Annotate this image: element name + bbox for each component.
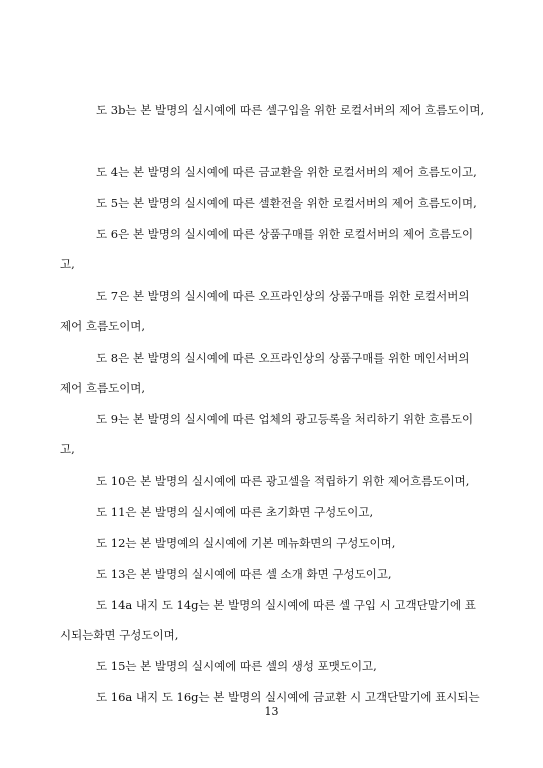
text-line: 도 13은 본 발명의 실시예에 따른 셀 소개 화면 구성도이고, — [96, 567, 392, 581]
text-line: 도 4는 본 발명의 실시예에 따른 금교환을 위한 로컬서버의 제어 흐름도이고, — [96, 165, 477, 179]
text-line: 제어 흐름도이며, — [60, 319, 146, 333]
text-line: 도 10은 본 발명의 실시예에 따른 광고셀을 적립하기 위한 제어흐름도이며, — [96, 474, 470, 488]
text-line: 도 16a 내지 도 16g는 본 발명의 실시예에 금교환 시 고객단말기에 표시되는 — [96, 690, 480, 704]
text-line: 도 11은 본 발명의 실시예에 따른 초기화면 구성도이고, — [96, 505, 374, 519]
text-line: 도 3b는 본 발명의 실시예에 따른 셀구입을 위한 로컬서버의 제어 흐름도이며, — [96, 103, 485, 117]
text-line: 시되는화면 구성도이며, — [60, 628, 179, 642]
text-line: 고, — [60, 442, 75, 456]
text-line: 도 5는 본 발명의 실시예에 따른 셀환전을 위한 로컬서버의 제어 흐름도이며, — [96, 196, 477, 210]
text-line: 고, — [60, 257, 75, 271]
text-line: 도 9는 본 발명의 실시예에 따른 업체의 광고등록을 처리하기 위한 흐름도이 — [96, 412, 474, 426]
text-line: 제어 흐름도이며, — [60, 381, 146, 395]
text-line: 도 12는 본 발명예의 실시예에 기본 메뉴화면의 구성도이며, — [96, 536, 396, 550]
text-line: 도 7은 본 발명의 실시예에 따른 오프라인상의 상품구매를 위한 로컬서버의 — [96, 289, 470, 303]
page-number: 13 — [264, 705, 279, 718]
text-line: 도 8은 본 발명의 실시예에 따른 오프라인상의 상품구매를 위한 메인서버의 — [96, 351, 470, 365]
text-line: 도 6은 본 발명의 실시예에 따른 상품구매를 위한 로컬서버의 제어 흐름도이 — [96, 227, 474, 241]
text-line: 도 14a 내지 도 14g는 본 발명의 실시예에 따른 셀 구입 시 고객단말기에 표 — [96, 598, 476, 612]
text-line: 도 15는 본 발명의 실시예에 따른 셀의 생성 포맷도이고, — [96, 659, 377, 673]
